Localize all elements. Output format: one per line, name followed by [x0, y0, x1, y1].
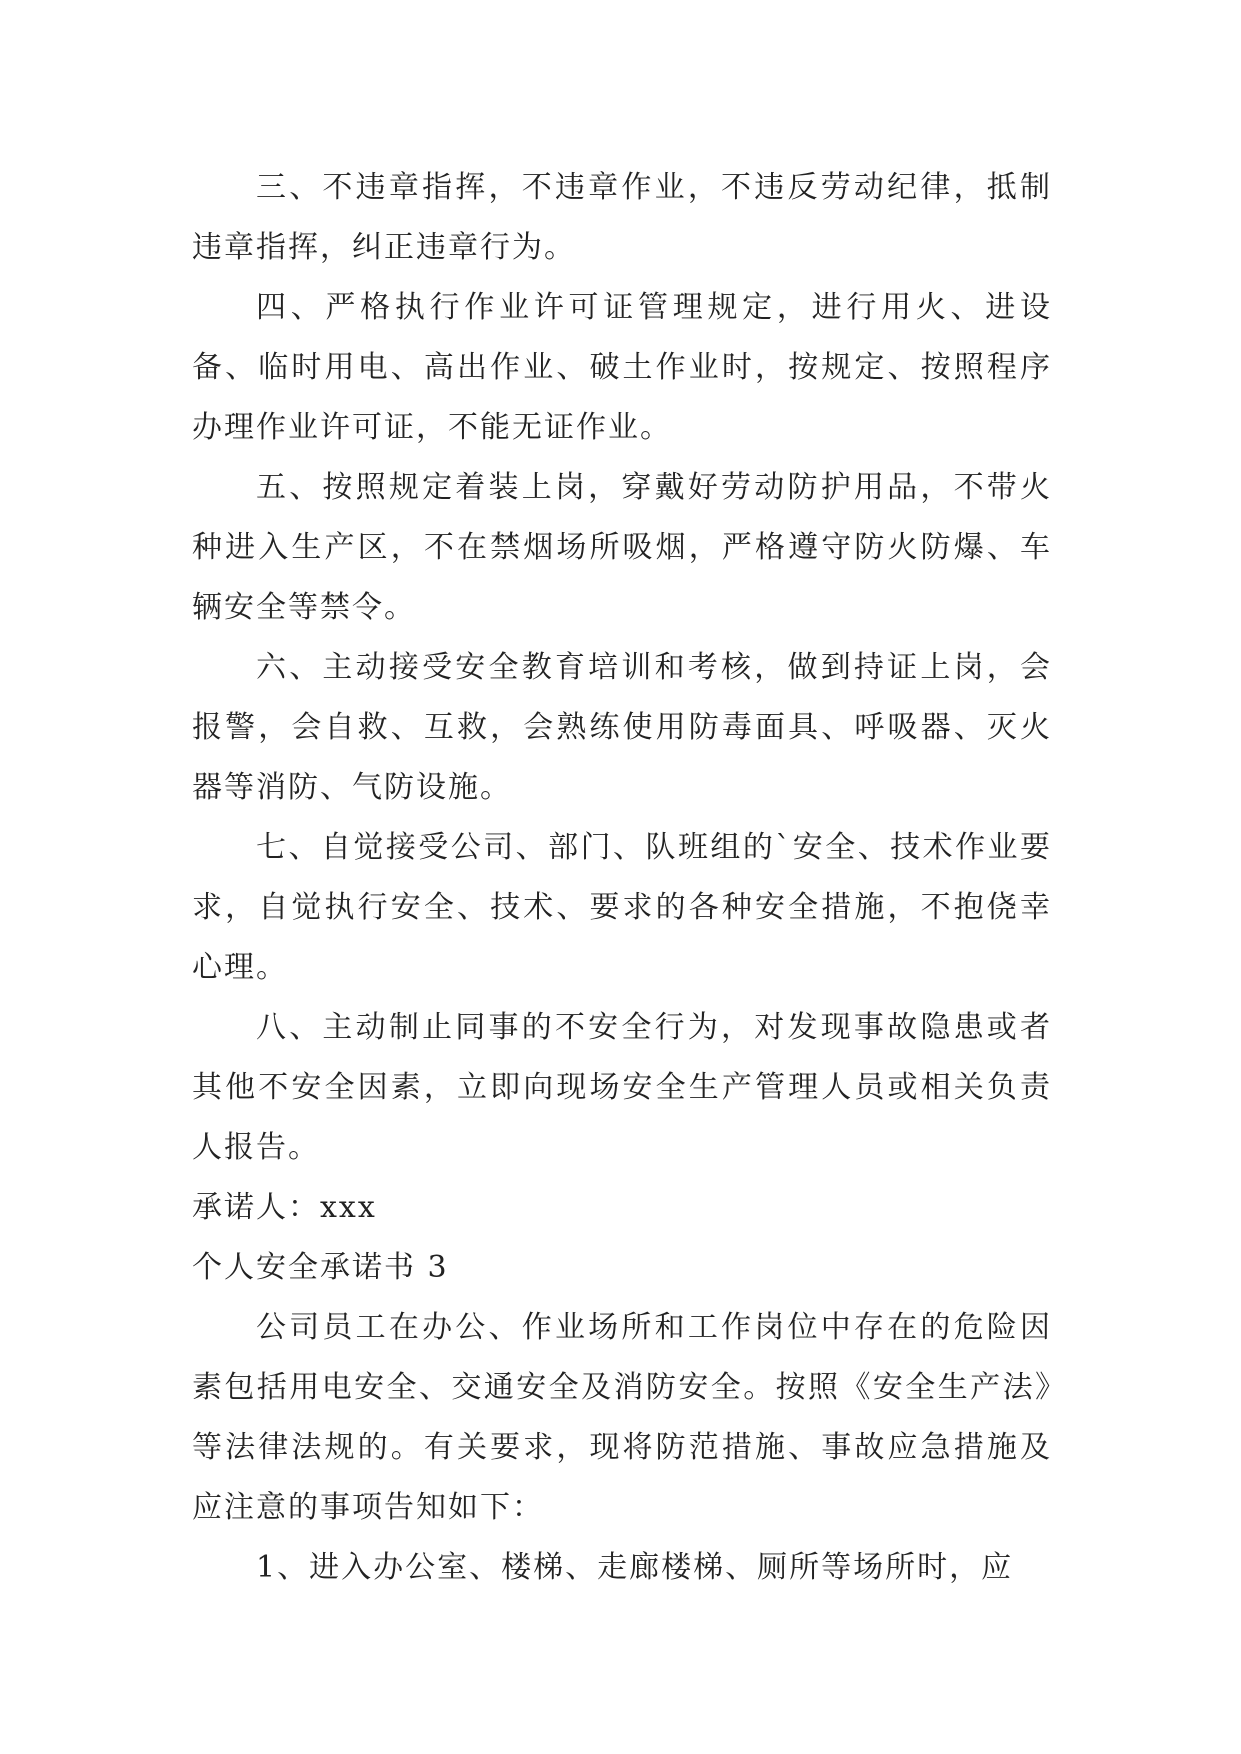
item-1-paragraph: 1、进入办公室、楼梯、走廊楼梯、厕所等场所时，应 — [256, 1550, 1014, 1585]
document-body — [192, 158, 1052, 1598]
paragraph-7: 七、自觉接受公司、部门、队班组的`安全、技术作业要求，自觉执行安全、技术、要求的各种安全措施，不抱侥幸心理。 — [192, 830, 1052, 985]
intro-paragraph: 公司员工在办公、作业场所和工作岗位中存在的危险因素包括用电安全、交通安全及消防安全。按照《安全生产法》等法律法规的。有关要求，现将防范措施、事故应急措施及应注意的事项告知如下： — [192, 1310, 1052, 1525]
paragraph-8: 八、主动制止同事的不安全行为，对发现事故隐患或者其他不安全因素，立即向现场安全生产管理人员或相关负责人报告。 — [192, 1010, 1052, 1165]
paragraph-4: 四、严格执行作业许可证管理规定，进行用火、进设备、临时用电、高出作业、破土作业时，按规定、按照程序办理作业许可证，不能无证作业。 — [192, 290, 1052, 445]
section-title: 个人安全承诺书 3 — [192, 1250, 449, 1285]
paragraph-6: 六、主动接受安全教育培训和考核，做到持证上岗，会报警，会自救、互救，会熟练使用防毒面具、呼吸器、灭火器等消防、气防设施。 — [192, 650, 1052, 805]
signer-line: 承诺人：xxx — [192, 1190, 377, 1225]
paragraph-3: 三、不违章指挥，不违章作业，不违反劳动纪律，抵制违章指挥，纠正违章行为。 — [192, 170, 1052, 265]
paragraph-5: 五、按照规定着装上岗，穿戴好劳动防护用品，不带火种进入生产区，不在禁烟场所吸烟，严格遵守防火防爆、车辆安全等禁令。 — [192, 470, 1052, 625]
